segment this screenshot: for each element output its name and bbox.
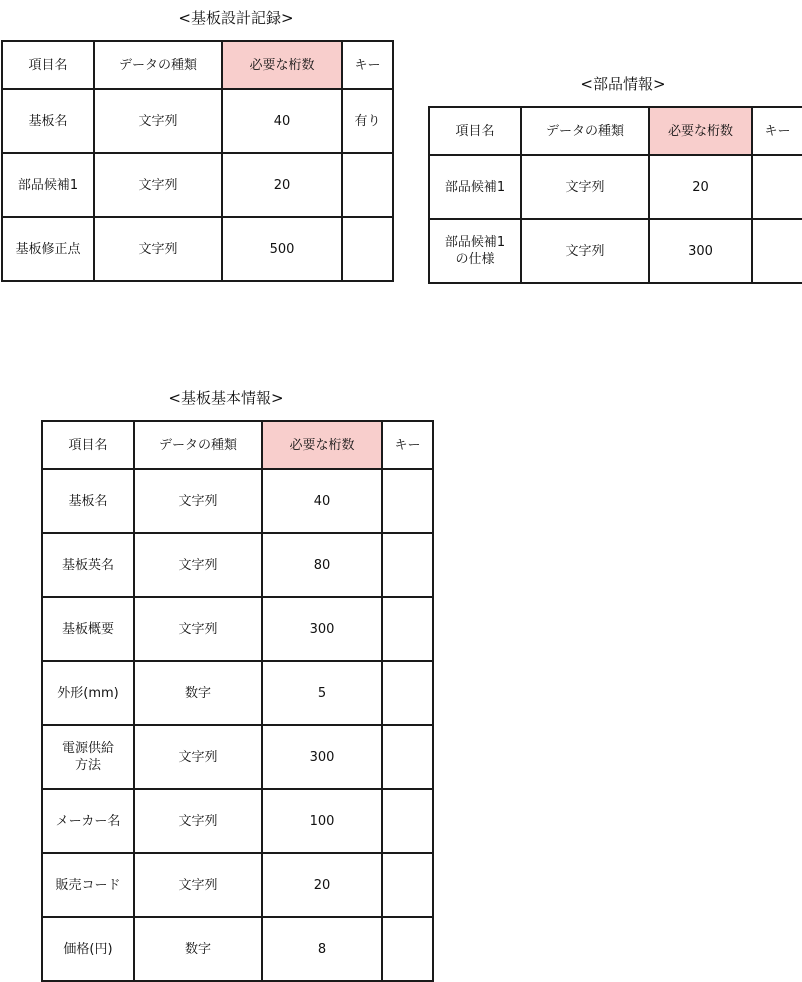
cell-required-digits: 20 bbox=[262, 853, 382, 917]
cell-key bbox=[752, 219, 802, 283]
table-title: <部品情報> bbox=[580, 75, 666, 93]
cell-data-type: 数字 bbox=[134, 661, 262, 725]
cell-required-digits: 300 bbox=[262, 597, 382, 661]
header-data-type: データの種類 bbox=[134, 421, 262, 469]
header-required-digits: 必要な桁数 bbox=[222, 41, 342, 89]
table-row bbox=[429, 155, 802, 219]
table-title: <基板基本情報> bbox=[168, 389, 284, 407]
cell-key bbox=[382, 597, 433, 661]
header-key: キー bbox=[342, 41, 393, 89]
cell-required-digits: 5 bbox=[262, 661, 382, 725]
cell-required-digits: 500 bbox=[222, 217, 342, 281]
cell-required-digits: 80 bbox=[262, 533, 382, 597]
header-data-type: データの種類 bbox=[94, 41, 222, 89]
cell-item-name: 基板名 bbox=[42, 469, 134, 533]
cell-data-type: 文字列 bbox=[134, 853, 262, 917]
cell-key: 有り bbox=[342, 89, 393, 153]
cell-required-digits: 20 bbox=[649, 155, 752, 219]
table-row bbox=[42, 597, 433, 661]
header-key: キー bbox=[382, 421, 433, 469]
table-row bbox=[2, 89, 393, 153]
cell-data-type: 文字列 bbox=[134, 725, 262, 789]
cell-item-name: メーカー名 bbox=[42, 789, 134, 853]
cell-key bbox=[382, 789, 433, 853]
table-row bbox=[42, 853, 433, 917]
table-row bbox=[2, 153, 393, 217]
table-row bbox=[42, 469, 433, 533]
cell-data-type: 文字列 bbox=[134, 469, 262, 533]
cell-key bbox=[342, 153, 393, 217]
cell-key bbox=[382, 725, 433, 789]
cell-required-digits: 300 bbox=[649, 219, 752, 283]
header-required-digits: 必要な桁数 bbox=[649, 107, 752, 155]
header-item-name: 項目名 bbox=[429, 107, 521, 155]
table-block-part-info bbox=[428, 73, 802, 282]
cell-key bbox=[382, 917, 433, 981]
header-required-digits: 必要な桁数 bbox=[262, 421, 382, 469]
table-row bbox=[42, 661, 433, 725]
table-title: <基板設計記録> bbox=[178, 9, 294, 27]
cell-required-digits: 40 bbox=[262, 469, 382, 533]
cell-item-name: 部品候補1 bbox=[429, 155, 521, 219]
cell-key bbox=[382, 661, 433, 725]
entity-table bbox=[41, 420, 434, 982]
cell-item-name: 基板修正点 bbox=[2, 217, 94, 281]
cell-item-name: 部品候補1 の仕様 bbox=[429, 219, 521, 283]
cell-key bbox=[342, 217, 393, 281]
cell-item-name: 基板概要 bbox=[42, 597, 134, 661]
cell-item-name: 販売コード bbox=[42, 853, 134, 917]
cell-data-type: 文字列 bbox=[94, 153, 222, 217]
table-row bbox=[42, 533, 433, 597]
cell-required-digits: 40 bbox=[222, 89, 342, 153]
cell-data-type: 文字列 bbox=[134, 597, 262, 661]
cell-key bbox=[382, 853, 433, 917]
table-row bbox=[429, 219, 802, 283]
cell-item-name: 部品候補1 bbox=[2, 153, 94, 217]
header-item-name: 項目名 bbox=[2, 41, 94, 89]
cell-key bbox=[382, 469, 433, 533]
cell-item-name: 価格(円) bbox=[42, 917, 134, 981]
cell-data-type: 文字列 bbox=[94, 217, 222, 281]
cell-item-name: 基板名 bbox=[2, 89, 94, 153]
table-block-board-basic-info bbox=[41, 387, 432, 982]
cell-data-type: 文字列 bbox=[134, 533, 262, 597]
entity-table bbox=[428, 106, 802, 284]
header-row bbox=[2, 41, 393, 89]
cell-data-type: 文字列 bbox=[94, 89, 222, 153]
entity-table bbox=[1, 40, 394, 282]
table-row bbox=[42, 917, 433, 981]
cell-data-type: 文字列 bbox=[134, 789, 262, 853]
header-row bbox=[429, 107, 802, 155]
table-row bbox=[42, 725, 433, 789]
header-row bbox=[42, 421, 433, 469]
cell-required-digits: 8 bbox=[262, 917, 382, 981]
cell-key bbox=[382, 533, 433, 597]
table-block-board-design-record bbox=[1, 7, 392, 282]
cell-item-name: 基板英名 bbox=[42, 533, 134, 597]
cell-data-type: 数字 bbox=[134, 917, 262, 981]
cell-data-type: 文字列 bbox=[521, 155, 649, 219]
header-data-type: データの種類 bbox=[521, 107, 649, 155]
cell-required-digits: 100 bbox=[262, 789, 382, 853]
header-key: キー bbox=[752, 107, 802, 155]
table-row bbox=[42, 789, 433, 853]
cell-item-name: 電源供給 方法 bbox=[42, 725, 134, 789]
table-row bbox=[2, 217, 393, 281]
cell-key bbox=[752, 155, 802, 219]
cell-item-name: 外形(mm) bbox=[42, 661, 134, 725]
cell-required-digits: 20 bbox=[222, 153, 342, 217]
cell-required-digits: 300 bbox=[262, 725, 382, 789]
cell-data-type: 文字列 bbox=[521, 219, 649, 283]
header-item-name: 項目名 bbox=[42, 421, 134, 469]
